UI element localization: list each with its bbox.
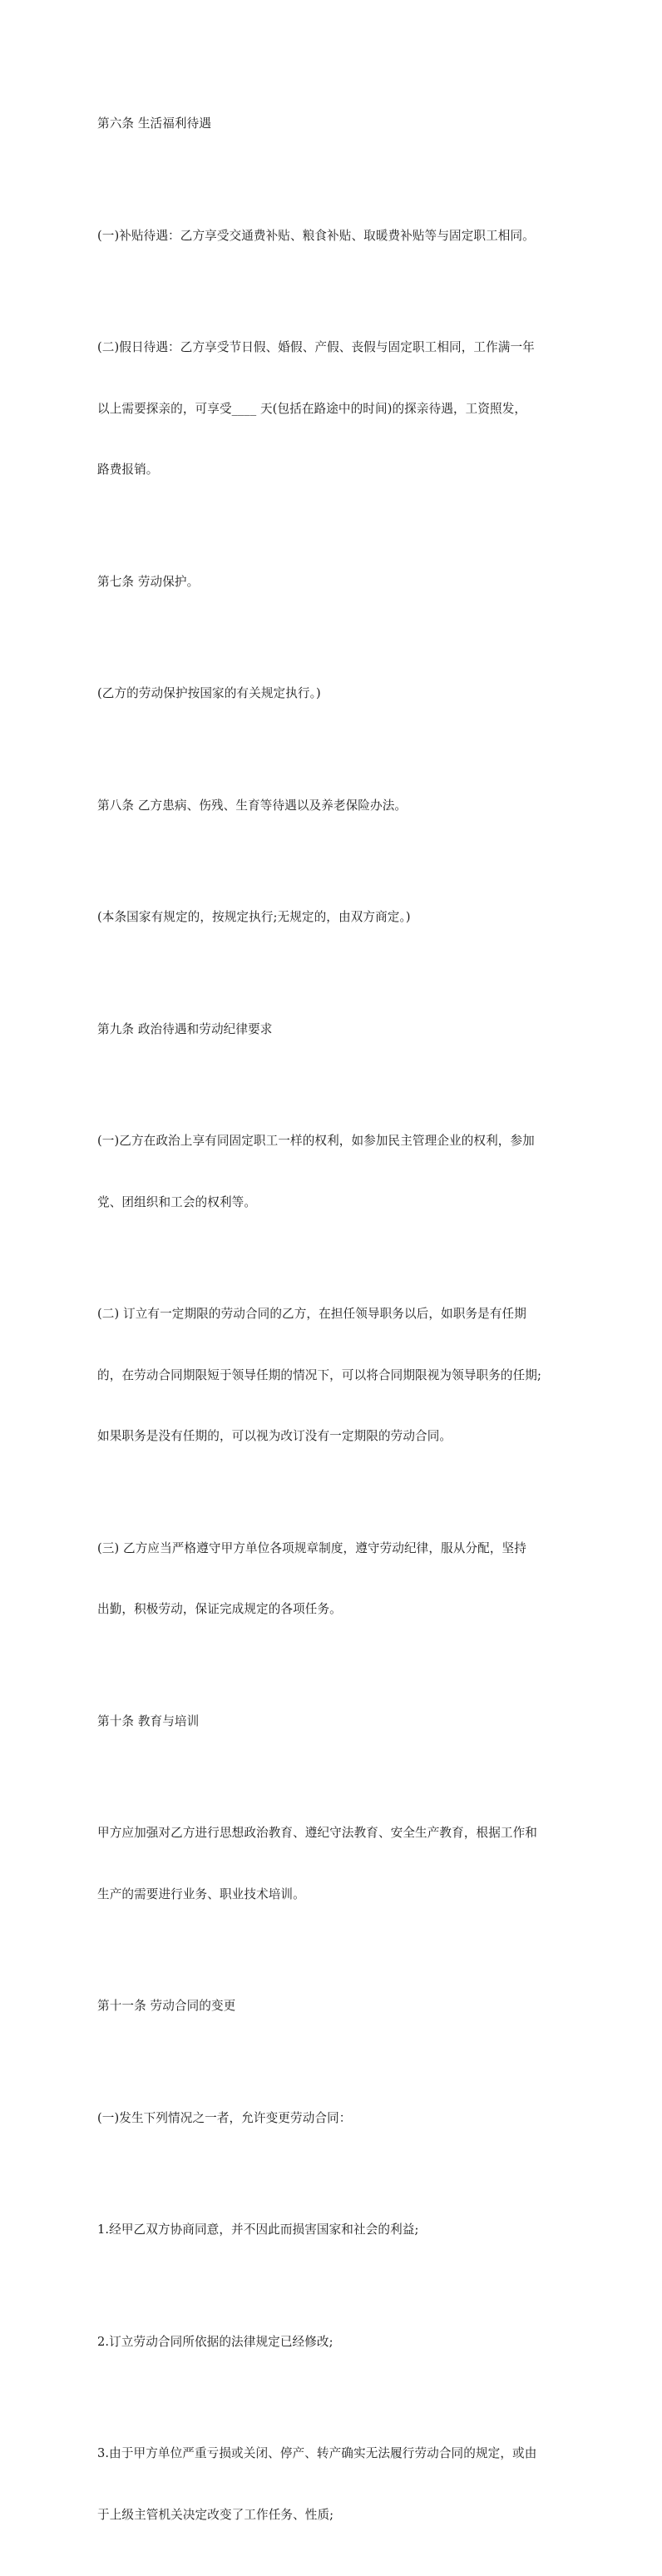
paragraph — [97, 1671, 571, 1773]
paragraph — [97, 2068, 571, 2170]
paragraph — [97, 2292, 571, 2394]
text-line: 第七条 劳动保护。 — [97, 574, 200, 589]
paragraph — [97, 2403, 571, 2566]
paragraph — [97, 185, 571, 288]
document-page — [97, 73, 571, 2576]
paragraph — [97, 1498, 571, 1661]
text-line: (三) 乙方应当严格遵守甲方单位各项规章制度，遵守劳动纪律，服从分配，坚持 — [97, 1540, 526, 1555]
paragraph — [97, 1955, 571, 2058]
paragraph — [97, 1782, 571, 1946]
paragraph — [97, 1263, 571, 1488]
text-line: (本条国家有规定的，按规定执行;无规定的，由双方商定。) — [97, 910, 411, 924]
text-line: 路费报销。 — [97, 462, 159, 477]
text-line: (乙方的劳动保护按国家的有关规定执行。) — [97, 686, 321, 700]
paragraph — [97, 2179, 571, 2282]
text-line: (二)假日待遇：乙方享受节日假、婚假、产假、丧假与固定职工相同，工作满一年 — [97, 340, 535, 354]
paragraph — [97, 867, 571, 969]
text-line: 以上需要探亲的，可享受____ 天(包括在路途中的时间)的探亲待遇，工资照发， — [97, 401, 527, 416]
text-line: 出勤，积极劳动，保证完成规定的各项任务。 — [97, 1602, 342, 1616]
text-line: 1.经甲乙双方协商同意，并不因此而损害国家和社会的利益; — [97, 2222, 419, 2237]
paragraph — [97, 1090, 571, 1253]
paragraph — [97, 643, 571, 745]
paragraph — [97, 532, 571, 634]
text-line: 2.订立劳动合同所依据的法律规定已经修改; — [97, 2334, 333, 2349]
text-line: 甲方应加强对乙方进行思想政治教育、遵纪守法教育、安全生产教育，根据工作和 — [97, 1826, 537, 1840]
paragraph — [97, 297, 571, 522]
text-line: (一)发生下列情况之一者，允许变更劳动合同： — [97, 2110, 352, 2125]
paragraph — [97, 73, 571, 176]
text-line: (二) 订立有一定期限的劳动合同的乙方，在担任领导职务以后，如职务是有任期 — [97, 1307, 526, 1321]
text-line: 3.由于甲方单位严重亏损或关闭、停产、转产确实无法履行劳动合同的规定，或由 — [97, 2446, 537, 2460]
text-line: 的，在劳动合同期限短于领导任期的情况下，可以将合同期限视为领导职务的任期; — [97, 1367, 541, 1382]
text-line: 于上级主管机关决定改变了工作任务、性质; — [97, 2507, 334, 2522]
text-line: 第十条 教育与培训 — [97, 1713, 200, 1728]
text-line: 第九条 政治待遇和劳动纪律要求 — [97, 1021, 273, 1036]
text-line: (一)乙方在政治上享有同固定职工一样的权利，如参加民主管理企业的权利，参加 — [97, 1134, 535, 1148]
text-line: 第六条 生活福利待遇 — [97, 116, 211, 131]
paragraph — [97, 979, 571, 1081]
text-line: 生产的需要进行业务、职业技术培训。 — [97, 1886, 305, 1901]
text-line: 党、团组织和工会的权利等。 — [97, 1194, 257, 1209]
text-line: 第八条 乙方患病、伤残、生育等待遇以及养老保险办法。 — [97, 798, 408, 813]
text-line: 如果职务是没有任期的，可以视为改订没有一定期限的劳动合同。 — [97, 1429, 452, 1443]
text-line: 第十一条 劳动合同的变更 — [97, 1999, 236, 2013]
text-line: (一)补贴待遇：乙方享受交通费补贴、粮食补贴、取暖费补贴等与固定职工相同。 — [97, 228, 535, 243]
paragraph — [97, 755, 571, 858]
